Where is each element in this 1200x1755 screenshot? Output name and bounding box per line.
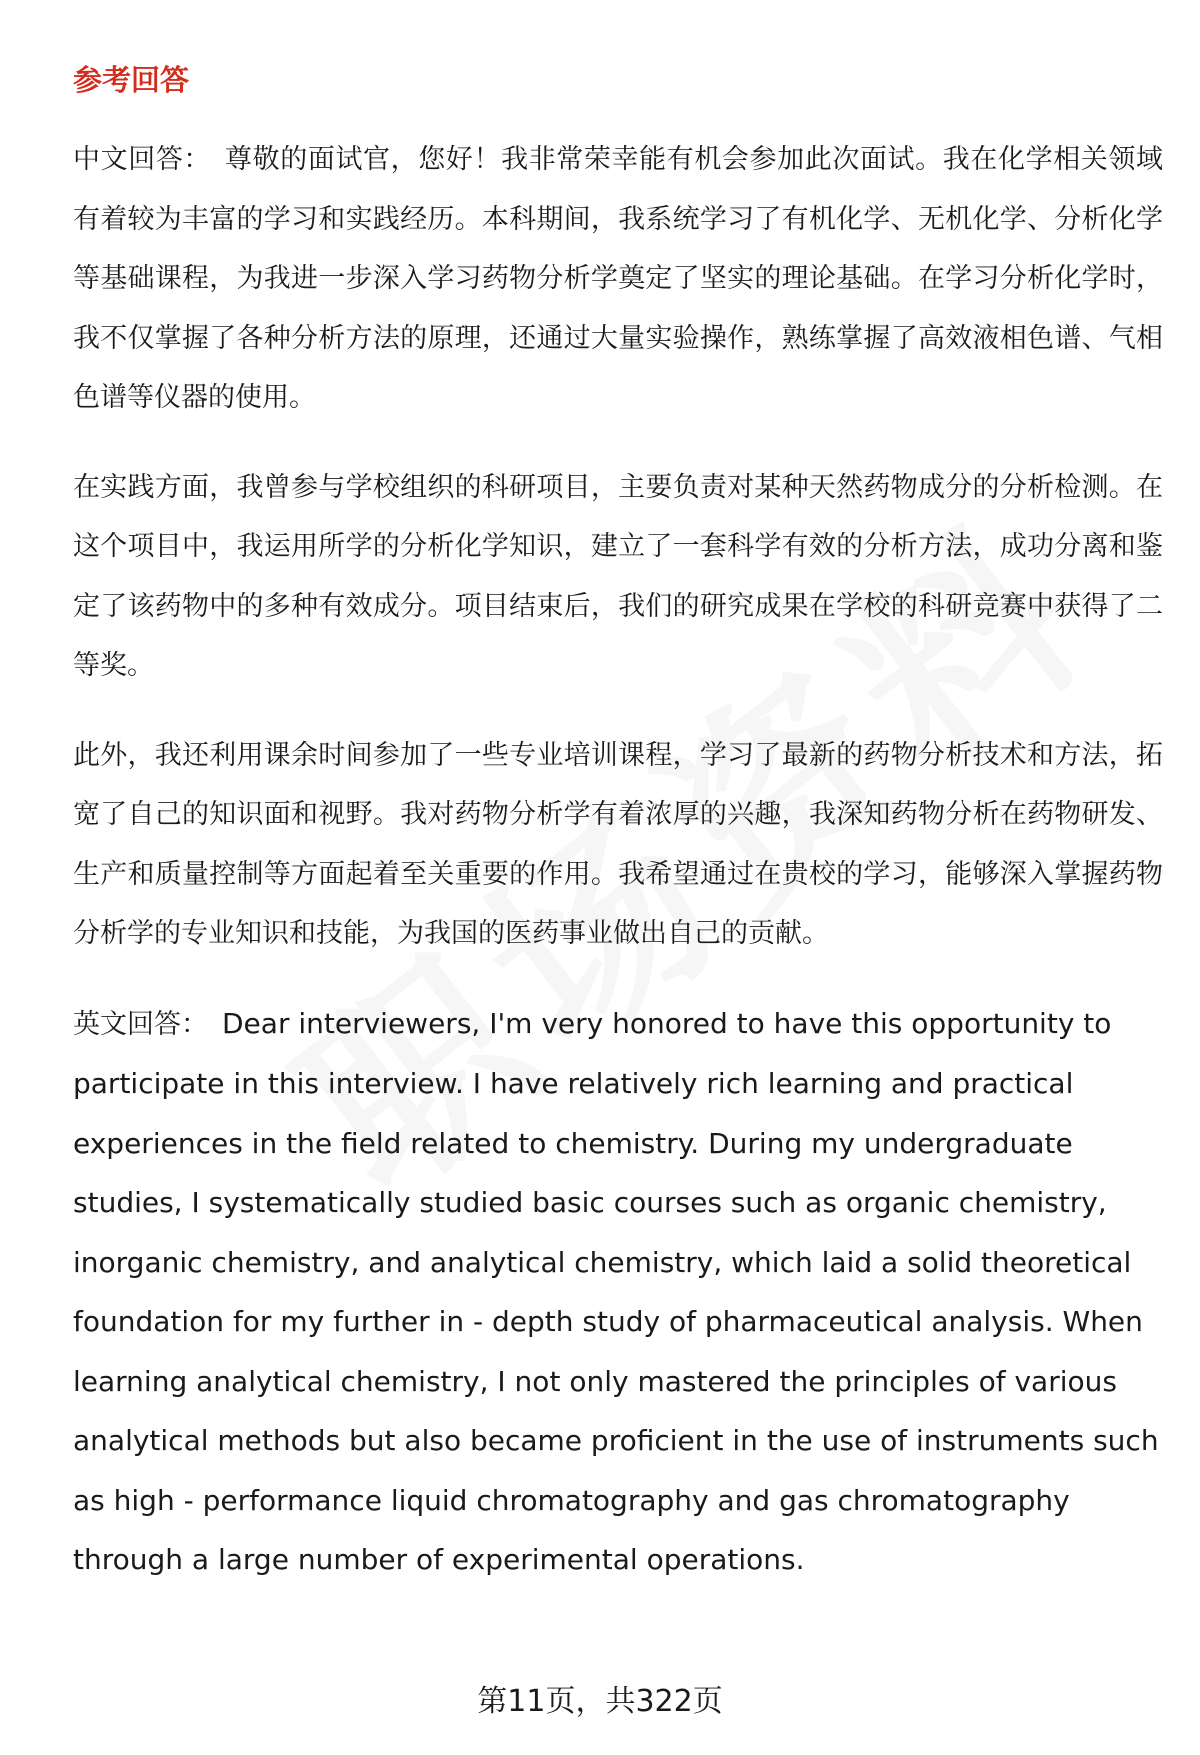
chinese-answer-text-2: 在实践方面，我曾参与学校组织的科研项目，主要负责对某种天然药物成分的分析检测。在这个项目中，我运用所学的分析化学知识，建立了一套科学有效的分析方法，成功分离和鉴定了该药物中的多种有效成分。项目结束后，我们的研究成果在学校的科研竞赛中获得了二等奖。: [73, 471, 1163, 681]
chinese-answer-paragraph-1: [73, 130, 1163, 428]
chinese-answer-label: 中文回答：: [73, 144, 212, 175]
chinese-answer-text-1: 尊敬的面试官，您好！我非常荣幸能有机会参加此次面试。我在化学相关领域有着较为丰富的学习和实践经历。本科期间，我系统学习了有机化学、无机化学、分析化学等基础课程，为我进一步深入学习药物分析学奠定了坚实的理论基础。在学习分析化学时，我不仅掌握了各种分析方法的原理，还通过大量实验操作，熟练掌握了高效液相色谱、气相色谱等仪器的使用。: [73, 144, 1164, 413]
page-number: 第11页，共322页: [477, 1684, 723, 1719]
chinese-answer-paragraph-3: [73, 726, 1163, 964]
english-answer-paragraph: [73, 994, 1163, 1590]
english-answer-text: Dear interviewers, I'm very honored to have this opportunity to participate in this interview. I have relatively rich learning and practical experiences in the field related to chemistry. During my undergraduate studies, I systematically studied basic courses such as organic chemistry, inorganic chemistry, and analytical chemistry, which laid a solid theoretical foundation for my further in - depth study of pharmaceutical analysis. When learning analytical chemistry, I not only mastered the principles of various analytical methods but also became proficient in the use of instruments such as high - performance liquid chromatography and gas chromatography through a large number of experimental operations.: [73, 1006, 1159, 1576]
chinese-answer-paragraph-2: [73, 458, 1163, 696]
chinese-answer-text-3: 此外，我还利用课余时间参加了一些专业培训课程，学习了最新的药物分析技术和方法，拓宽了自己的知识面和视野。我对药物分析学有着浓厚的兴趣，我深知药物分析在药物研发、生产和质量控制等方面起着至关重要的作用。我希望通过在贵校的学习，能够深入掌握药物分析学的专业知识和技能，为我国的医药事业做出自己的贡献。: [73, 739, 1163, 949]
answer-body: [73, 130, 1163, 1620]
section-heading: 参考回答: [73, 63, 190, 97]
english-answer-label: 英文回答：: [73, 1008, 208, 1040]
